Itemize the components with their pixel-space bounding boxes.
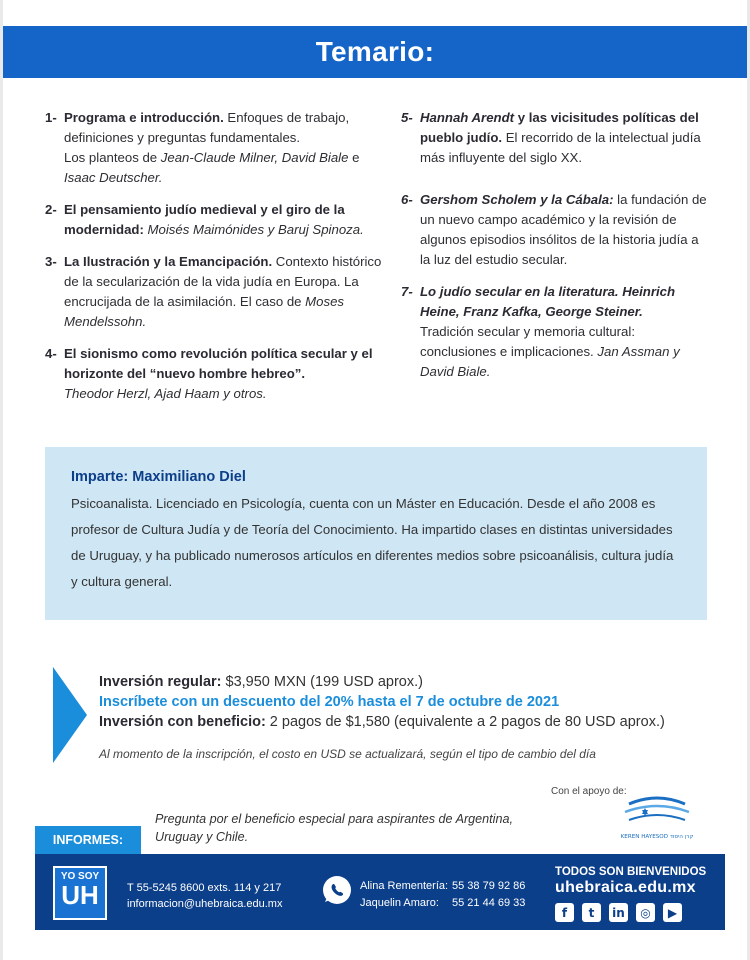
instagram-icon[interactable]: ◎ [636, 903, 655, 922]
social-icons [555, 903, 715, 922]
topics-right-column [401, 108, 711, 382]
topic-title: La Ilustración y la Emancipación. [64, 254, 273, 269]
topic-authors: Moses Mendelssohn. [64, 294, 345, 329]
topic-item [45, 344, 385, 404]
whatsapp-contacts [360, 878, 525, 912]
topic-title: Programa e introducción. [64, 110, 224, 125]
exchange-note: Al momento de la inscripción, el costo en USD se actualizará, según el tipo de cambio del día [99, 747, 596, 761]
topic-authors: Jan Assman y David Biale. [420, 344, 680, 379]
title-banner [3, 26, 747, 78]
topic-text: la fundación de un nuevo campo académico y la revisión de algunos episodios insólitos de la historia judía a la luz del estudio secular. [420, 192, 707, 267]
pricing-section [99, 672, 719, 764]
topic-text: Contexto histórico de la secularización de la vida judía en Europa. La encrucijada de la asimilación. El caso de [64, 254, 382, 309]
pricing-arrow-icon [53, 667, 87, 763]
contact-phone[interactable]: T 55-5245 8600 exts. 114 y 217 [127, 882, 282, 894]
instructor-bio: Psicoanalista. Licenciado en Psicología, cuenta con un Máster en Educación. Desde el año 2008 es profesor de Cultura Judía y de Teoría del Conocimiento. Ha impartido clases en distintas universidades de Uruguay, y ha publicado numerosos artículos en diferentes medios sobre psicoanálisis, cultura judía y cultura general. [71, 496, 674, 589]
contact-footer [35, 854, 725, 930]
whatsapp-contact-row[interactable] [360, 895, 525, 912]
support-label: Con el apoyo de: [551, 786, 627, 797]
topic-title: y las vicisitudes políticas del pueblo judío. [420, 110, 699, 145]
whatsapp-contact-row[interactable] [360, 878, 525, 895]
topic-authors: Moisés Maimónides y Baruj Spinoza. [143, 222, 364, 237]
topic-item [45, 200, 385, 240]
topic-number: 7- [401, 284, 413, 299]
topic-item [45, 252, 385, 332]
website-link[interactable]: uhebraica.edu.mx [555, 879, 696, 896]
topic-number: 3- [45, 254, 57, 269]
youtube-icon[interactable]: ▶ [663, 903, 682, 922]
topic-title-italic: Lo judío secular en la literatura. Heinrich Heine, Franz Kafka, George Steiner. [420, 284, 676, 319]
benefit-question: Pregunta por el beneficio especial para aspirantes de Argentina, Uruguay y Chile. [155, 812, 513, 844]
topic-title-italic: Hannah Arendt [420, 110, 515, 125]
contact-name: Jaquelin Amaro: [360, 897, 439, 909]
topic-item [401, 108, 711, 168]
whatsapp-icon[interactable] [321, 874, 353, 906]
topic-item [401, 190, 711, 270]
contact-number: 55 38 79 92 86 [452, 880, 526, 892]
informes-tab: INFORMES: [35, 826, 141, 854]
benefit-price [99, 712, 719, 732]
footer-right-block [555, 866, 715, 922]
instructor-box [45, 447, 707, 620]
regular-price [99, 672, 719, 692]
flyer-page [3, 0, 747, 960]
contact-info [127, 880, 282, 912]
discount-callout[interactable]: Inscríbete con un descuento del 20% hasta el 7 de octubre de 2021 [99, 694, 560, 710]
keren-logo-text: KEREN HAYESOD קרן היסוד [620, 834, 694, 840]
topic-text: El recorrido de la intelectual judía más influyente del siglo XX. [420, 130, 701, 165]
topic-authors: Theodor Herzl, Ajad Haam y otros. [64, 386, 267, 401]
instructor-heading: Imparte: Maximiliano Diel [71, 469, 246, 485]
topic-title: El sionismo como revolución política secular y el horizonte del “nuevo hombre hebreo”. [64, 346, 373, 381]
topic-number: 4- [45, 346, 57, 361]
keren-hayesod-logo [615, 792, 699, 844]
topic-item [401, 282, 711, 382]
contact-number: 55 21 44 69 33 [452, 897, 526, 909]
topic-authors: Isaac Deutscher. [64, 170, 163, 185]
facebook-icon[interactable]: f [555, 903, 574, 922]
topic-item [45, 108, 385, 188]
benefit-price-label: Inversión con beneficio: [99, 714, 266, 730]
benefit-price-value: 2 pagos de $1,580 (equivalente a 2 pagos de 80 USD aprox.) [265, 714, 665, 730]
twitter-icon[interactable]: t [582, 903, 601, 922]
logo-big-text: UH [61, 880, 99, 910]
welcome-text: TODOS SON BIENVENIDOS [555, 866, 707, 878]
topic-authors: Jean-Claude Milner, David Biale [160, 150, 349, 165]
contact-name: Alina Rementería: [360, 880, 449, 892]
regular-price-label: Inversión regular: [99, 674, 222, 690]
logo-small-text: YO SOY [60, 871, 100, 882]
topic-text: Los planteos de [64, 150, 161, 165]
topic-number: 5- [401, 110, 413, 125]
topic-text: e [348, 150, 360, 165]
topic-number: 1- [45, 110, 57, 125]
topic-title: El pensamiento judío medieval y el giro de la modernidad: [64, 202, 345, 237]
topic-text: Tradición secular y memoria cultural: conclusiones e implicaciones. [420, 324, 635, 359]
yo-soy-uh-logo[interactable] [53, 866, 107, 920]
regular-price-value: $3,950 MXN (199 USD aprox.) [221, 674, 423, 690]
topic-number: 2- [45, 202, 57, 217]
topic-title-italic: Gershom Scholem y la Cábala: [420, 192, 614, 207]
contact-email[interactable]: informacion@uhebraica.edu.mx [127, 898, 283, 910]
topic-number: 6- [401, 192, 413, 207]
linkedin-icon[interactable]: in [609, 903, 628, 922]
page-title: Temario: [315, 36, 435, 67]
topic-text: Enfoques de trabajo, definiciones y preguntas fundamentales. [64, 110, 350, 145]
topics-left-column [45, 108, 385, 404]
